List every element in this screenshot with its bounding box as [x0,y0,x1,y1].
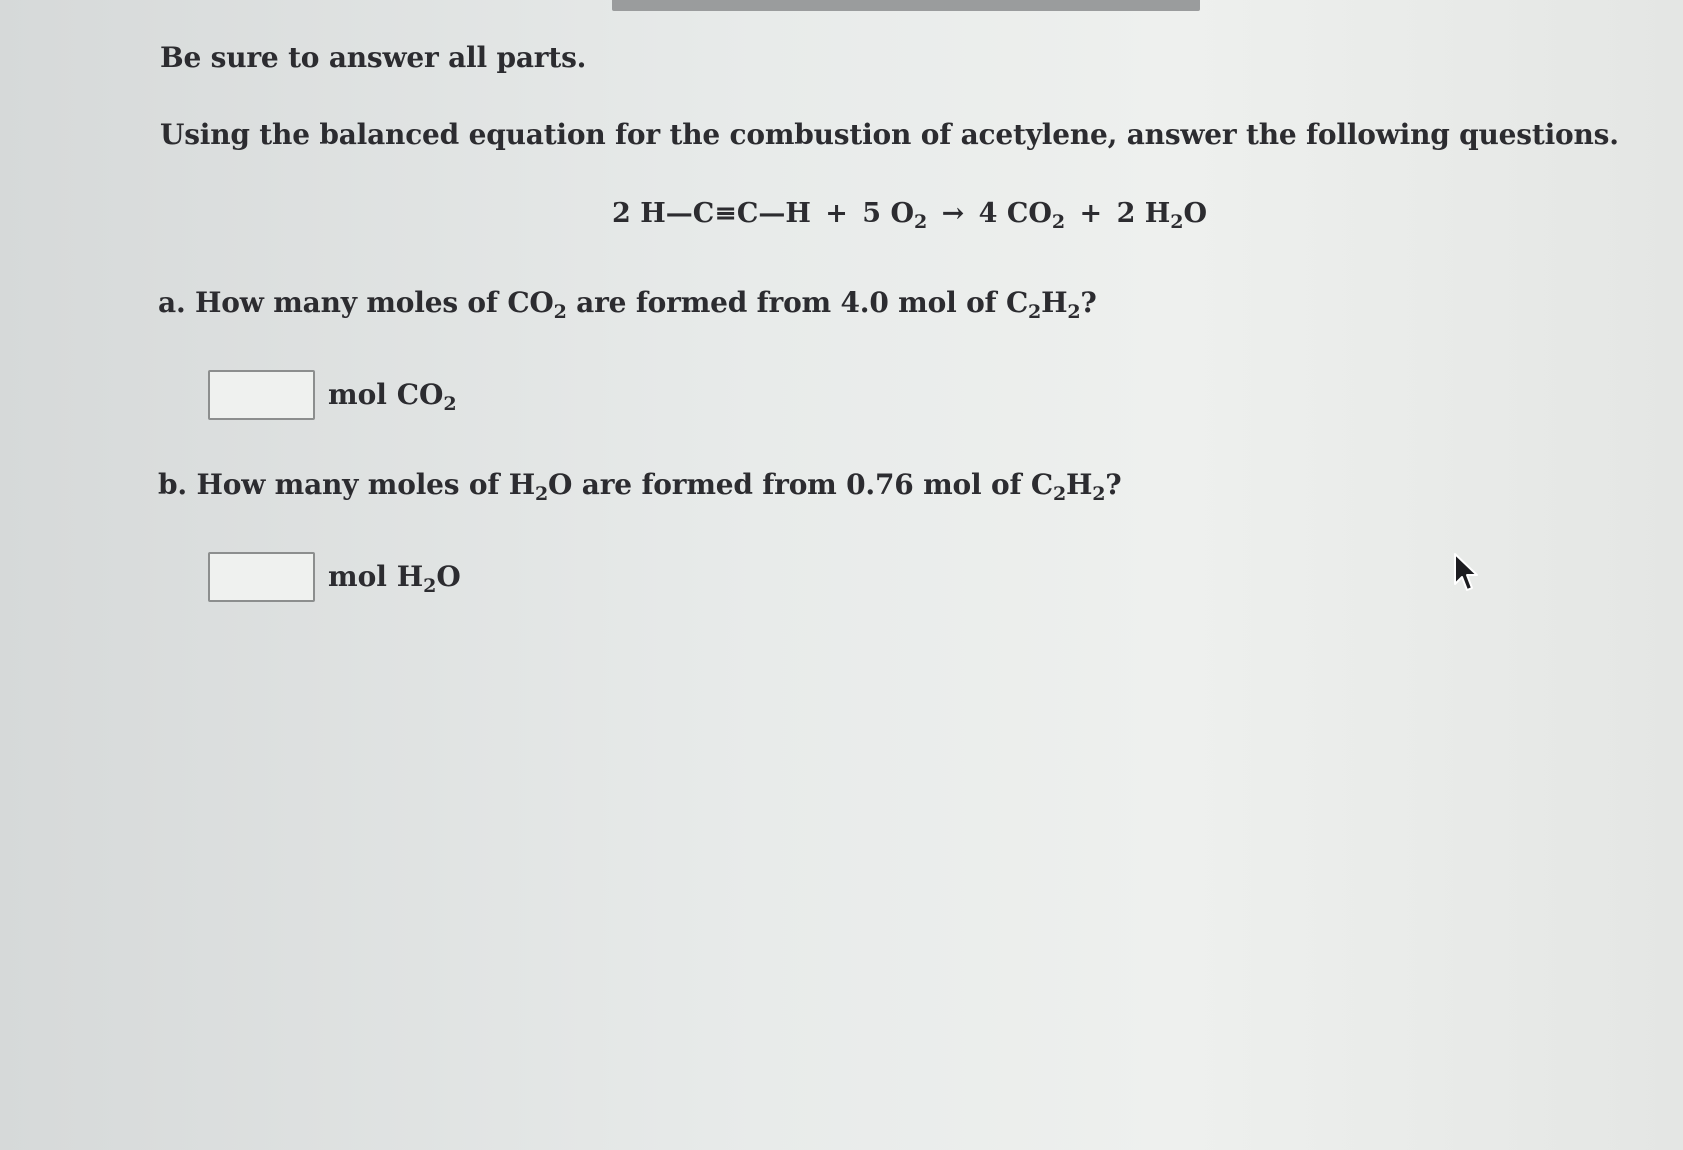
intro-text: Using the balanced equation for the combustion of acetylene, answer the following questions. [160,118,1619,151]
eq-reactant2: $O_2$ [890,198,928,233]
eq-product1-coef: 4 [978,198,998,229]
eq-reactant2-coef: 5 [862,198,882,229]
answer-a-input[interactable] [208,370,315,420]
answer-b-unit: mol $H_2O$ [328,560,461,597]
eq-reactant1: H—C≡C—H [640,198,811,229]
answer-a-unit: mol $CO_2$ [328,378,457,415]
eq-plus-2: + [1079,198,1103,229]
balanced-equation [612,198,1208,233]
eq-arrow: → [941,198,965,229]
eq-plus-1: + [825,198,848,229]
question-a: a. How many moles of $CO_2$ are formed from 4.0 mol of $C_2H_2$? [158,286,1097,323]
eq-reactant1-coef: 2 [612,198,631,229]
answer-b-input[interactable] [208,552,315,602]
eq-product1: $CO_2$ [1006,198,1066,233]
mouse-pointer-icon [1453,552,1481,594]
eq-product2: $H_2O$ [1144,198,1208,233]
eq-product2-coef: 2 [1116,198,1136,229]
question-b: b. How many moles of $H_2O$ are formed from 0.76 mol of $C_2H_2$? [158,468,1122,505]
instruction-text: Be sure to answer all parts. [160,41,587,74]
